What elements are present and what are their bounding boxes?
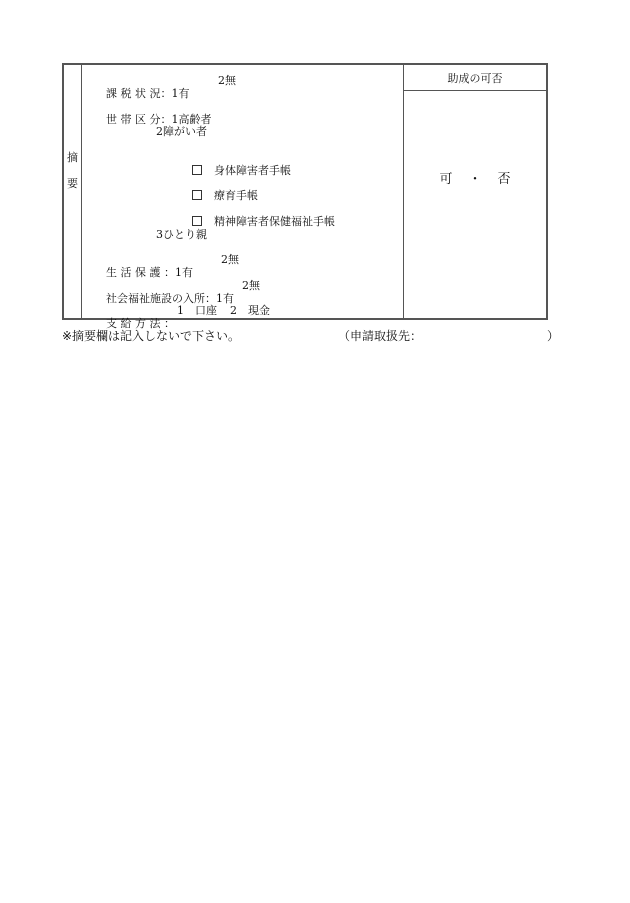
approval-verdict: [404, 168, 546, 187]
note-left: ※摘要欄は記入しないで下さい。: [62, 329, 241, 343]
approval-dot: ・: [468, 172, 482, 187]
note-handler-open: （申請取扱先：: [338, 329, 423, 343]
household-option-3: 3ひとり親: [156, 228, 207, 241]
handbook-1-label: 身体障害者手帳: [213, 164, 291, 177]
note-handler-close: ）: [547, 329, 560, 343]
facility-option-1: 1有: [215, 292, 234, 305]
facility-label: 社会福祉施設の入所：: [105, 292, 216, 305]
welfare-option-1: 1有: [174, 266, 193, 279]
household-option-2: 2障がい者: [156, 125, 207, 138]
payment-option-1: 1 口座: [177, 304, 217, 317]
tax-status-option-2: 2無: [218, 74, 236, 87]
approval-yes: 可: [439, 172, 453, 187]
summary-form-table: [62, 63, 548, 330]
household-option-1: 1高齢者: [171, 113, 212, 126]
handbook-3-label: 精神障害者保健福祉手帳: [213, 215, 335, 228]
household-label: 世 帯 区 分：: [105, 113, 172, 126]
checkbox[interactable]: [192, 190, 202, 200]
payment-option-2: 2 現金: [230, 304, 270, 317]
approval-heading: 助成の可否: [404, 65, 546, 91]
summary-label-char-1: 摘: [67, 151, 78, 164]
approval-no: 否: [497, 172, 511, 187]
tax-status-label: 課 税 状 況：: [105, 87, 172, 100]
checkbox[interactable]: [192, 216, 202, 226]
summary-label-char-2: 要: [67, 177, 78, 190]
handbook-2-label: 療育手帳: [213, 189, 258, 202]
summary-column: [64, 65, 82, 318]
approval-column: [404, 65, 546, 318]
welfare-option-2: 2無: [221, 253, 239, 266]
facility-option-2: 2無: [242, 279, 260, 292]
tax-status-option-1: 1有: [171, 87, 190, 100]
welfare-label: 生 活 保 護 ：: [105, 266, 175, 279]
summary-details: [81, 65, 404, 330]
payment-label: 支 給 方 法 ：: [105, 317, 175, 330]
